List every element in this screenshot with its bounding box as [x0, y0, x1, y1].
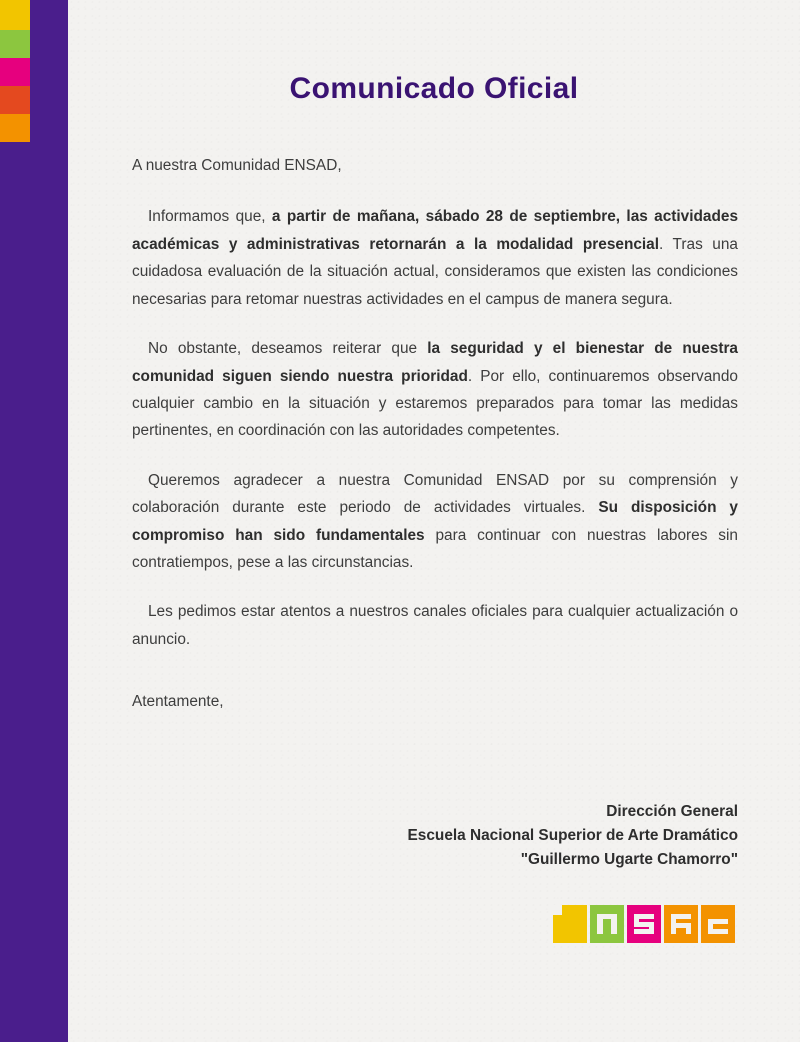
- body-text: para continuar con nuestras labores sin contratiempos, pese a las circunstancias.: [132, 526, 738, 572]
- document-body: [68, 152, 800, 711]
- signature-line-2: Escuela Nacional Superior de Arte Dramático: [407, 826, 738, 844]
- body-text: Les pedimos estar atentos a nuestros canales oficiales para cualquier actualización o anuncio.: [132, 603, 738, 648]
- swatch-green: [0, 30, 30, 58]
- paragraph-4: [132, 598, 738, 653]
- emphasis-text: a partir de mañana, sábado 28 de septiembre, las actividades académicas y administrativas retornarán a la modalidad presencial: [132, 208, 738, 253]
- body-text: No obstante, deseamos reiterar que: [148, 340, 428, 358]
- logo-tile-s: [627, 905, 661, 943]
- salutation: A nuestra Comunidad ENSAD,: [132, 157, 342, 174]
- body-text: Queremos agradecer a nuestra Comunidad ENSAD por su comprensión y colaboración durante este periodo de actividades virtuales.: [132, 471, 738, 517]
- logo-tile-d: [701, 905, 735, 943]
- paragraph-3: [132, 467, 738, 577]
- emphasis-text: Su disposición y compromiso han sido fundamentales: [132, 499, 738, 544]
- paragraph-1: [132, 203, 738, 313]
- page-title: Comunicado Oficial: [289, 72, 579, 105]
- signature-block: [408, 800, 738, 872]
- logo-tile-e: [553, 905, 587, 943]
- paragraph-list: [132, 203, 738, 653]
- emphasis-text: la seguridad y el bienestar de nuestra comunidad siguen siendo nuestra prioridad: [132, 340, 738, 385]
- logo-tile-n: [590, 905, 624, 943]
- ensad-logo: [553, 905, 738, 945]
- swatch-orange: [0, 114, 30, 142]
- document-content: [68, 0, 800, 1042]
- body-text: . Tras una cuidadosa evaluación de la situación actual, consideramos que existen las condiciones necesarias para retomar nuestras actividades en el campus de manera segura.: [132, 235, 738, 308]
- signature-line-1: Dirección General: [606, 803, 738, 820]
- logo-tile-a: [664, 905, 698, 943]
- body-text: Informamos que,: [148, 208, 272, 226]
- swatch-yellow: [0, 0, 30, 30]
- swatch-magenta: [0, 58, 30, 86]
- sign-off: Atentamente,: [132, 693, 224, 711]
- color-swatch-strip: [0, 0, 30, 142]
- body-text: . Por ello, continuaremos observando cualquier cambio en la situación y estaremos preparados para tomar las medidas pertinentes, en coordinación con las autoridades competentes.: [132, 367, 738, 440]
- sidebar-decoration: [0, 0, 68, 1042]
- swatch-orange-dark: [0, 86, 30, 114]
- signature-line-3: "Guillermo Ugarte Chamorro": [520, 850, 738, 868]
- paragraph-2: [132, 335, 738, 445]
